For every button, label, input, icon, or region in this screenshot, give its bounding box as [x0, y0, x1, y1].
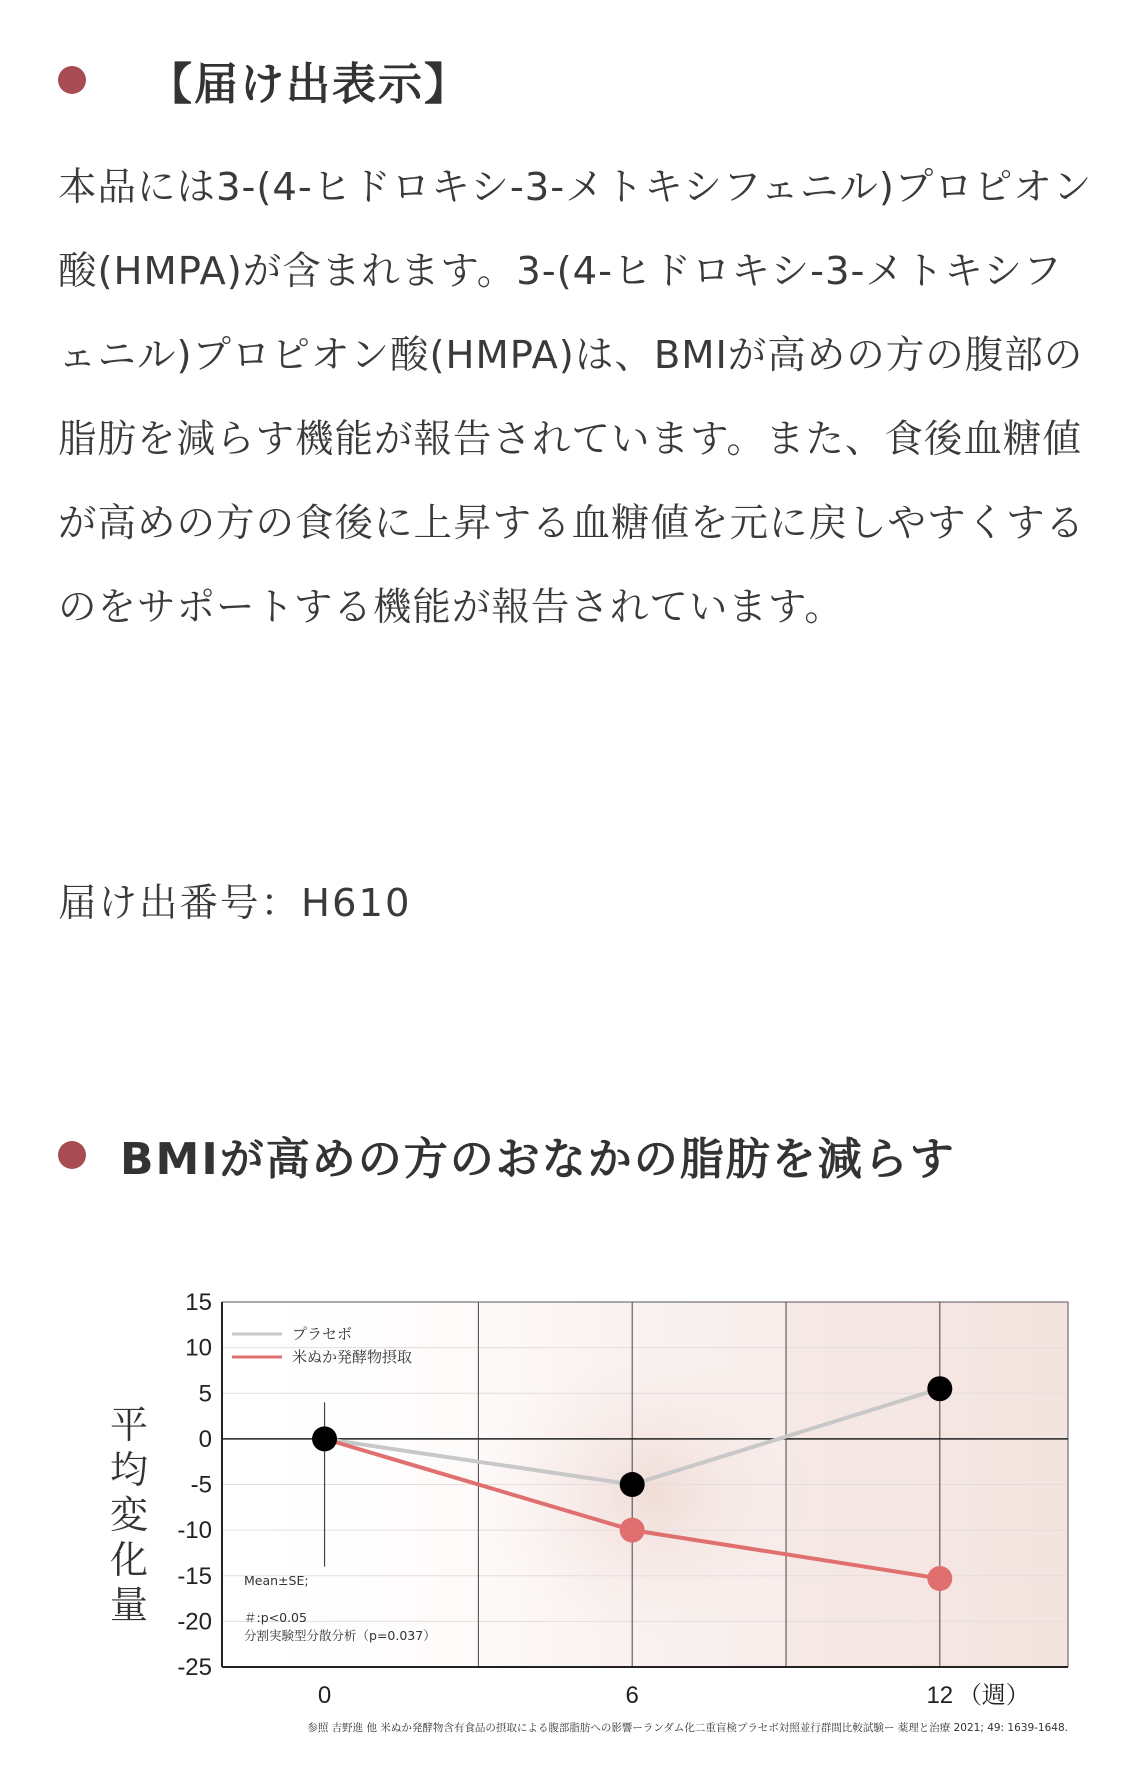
x-tick-label: 6 — [625, 1682, 639, 1709]
legend-label: プラセボ — [292, 1325, 353, 1343]
note-analysis: 分割実験型分散分析（p=0.037） — [244, 1628, 436, 1643]
notification-body-text: 本品には3-(4-ヒドロキシ-3-メトキシフェニル)プロピオン酸(HMPA)が含まれます。3-(4-ヒドロキシ-3-メトキシフェニル)プロピオン酸(HMPA)は、BMIが高めの方の腹部の脂肪を減らす機能が報告されています。また、食後血糖値が高めの方の食後に上昇する血糖値を元に戻しやすくするのをサポートする機能が報告されています。 — [58, 165, 1093, 630]
y-axis-label: 平均変化量 — [109, 1403, 148, 1627]
note-significance: ＃:p<0.05 — [244, 1610, 307, 1625]
bullet-dot — [58, 66, 86, 94]
section-title: BMIが高めの方のおなかの脂肪を減らす — [120, 1134, 956, 1185]
registration-number: 届け出番号：H610 — [58, 881, 412, 926]
data-point — [620, 1518, 645, 1543]
y-tick-label: -25 — [177, 1654, 212, 1681]
y-tick-label: -15 — [177, 1562, 212, 1590]
data-point — [620, 1472, 645, 1497]
y-tick-label: 5 — [198, 1380, 212, 1408]
y-tick-label: -20 — [177, 1608, 212, 1636]
x-tick-label: 12 — [926, 1682, 954, 1709]
background-photo-hand — [483, 1344, 823, 1644]
bullet-dot — [58, 1141, 86, 1169]
y-tick-label: 10 — [185, 1334, 212, 1362]
section-heading-notification — [58, 48, 470, 112]
x-tick-label: 0 — [317, 1682, 332, 1709]
legend-label: 米ぬか発酵物摂取 — [292, 1348, 413, 1366]
y-tick-label: 0 — [198, 1425, 212, 1453]
note-mean-se: Mean±SE; — [244, 1573, 309, 1588]
chart-svg — [0, 1260, 1142, 1740]
y-tick-label: 15 — [185, 1289, 212, 1316]
data-point — [927, 1566, 952, 1591]
chart-reference: 参照 吉野進 他 米ぬか発酵物含有食品の摂取による腹部脂肪への影響ーランダム化二重盲検プラセボ対照並行群間比較試験ー 薬理と治療 2021; 49: 1639-1648. — [307, 1722, 1068, 1734]
data-point — [312, 1426, 337, 1451]
data-point — [927, 1376, 952, 1401]
belly-fat-chart — [0, 1260, 1142, 1740]
y-tick-label: -5 — [190, 1471, 212, 1499]
section-title: 【届け出表示】 — [148, 59, 470, 110]
x-axis-unit: （週） — [957, 1682, 1030, 1709]
section-heading-belly-fat — [58, 1123, 956, 1187]
y-tick-label: -10 — [177, 1517, 212, 1545]
